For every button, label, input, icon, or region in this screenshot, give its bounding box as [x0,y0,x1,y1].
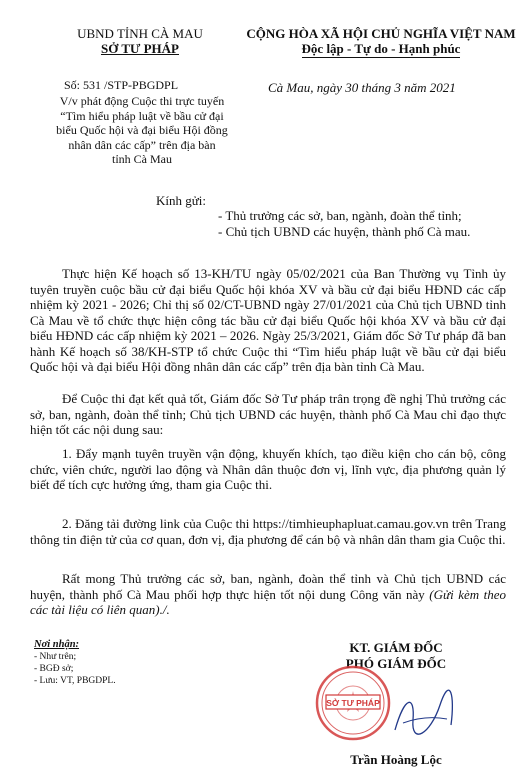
subject-line: nhân dân các cấp” trên địa bàn [68,137,216,152]
recipient-item: - Chủ tịch UBND các huyện, thành phố Cà mau. [218,224,471,239]
recipients-label: Kính gửi: [156,193,207,208]
closing-text: Rất mong Thủ trưởng các sở, ban, ngành, đoàn thể tỉnh và Chủ tịch UBND các huyện, thành phố Cà Mau phối hợp thực hiện tốt nội dung Công văn này [30,571,506,602]
handwritten-signature [385,685,465,745]
recipients-list [218,208,518,240]
sign-title-2: PHÓ GIÁM ĐỐC [345,656,447,671]
signer-name: Trần Hoàng Lộc [350,752,442,767]
body-paragraph-4: 2. Đăng tải đường link của Cuộc thi https://timhieuphapluat.camau.gov.vn trên Trang thông tin điện tử của cơ quan, đơn vị, địa phương để cán bộ và nhân dân tham gia Cuộc thi. [30,516,506,547]
nation-title: CỘNG HÒA XÃ HỘI CHỦ NGHĨA VIỆT NAM [246,26,516,41]
subject-line: biểu Quốc hội và đại biểu Hội đồng [56,123,228,137]
body-paragraph-5 [30,571,506,618]
national-motto [236,41,526,56]
noi-nhan-item: - Như trên; [34,652,77,662]
subject-line: V/v phát động Cuộc thi trực tuyến [59,94,225,108]
motto-text: Độc lập - Tự do - Hạnh phúc [301,41,461,56]
body-paragraph-3: 1. Đẩy mạnh tuyên truyền vận động, khuyến khích, tạo điều kiện cho cán bộ, công chức, viên chức, người lao động và Nhân dân thuộc đơn vị, lĩnh vực, địa phương quản lý biết để tích cực hưởng ứng, tham gia Cuộc thi. [30,446,506,492]
subject-line: tỉnh Cà Mau [112,152,172,166]
document-number: Số: 531 /STP-PBGDPL [64,78,179,92]
issue-date: Cà Mau, ngày 30 tháng 3 năm 2021 [268,80,456,95]
noi-nhan-item: - Lưu: VT, PBGDPL. [34,676,116,686]
body-paragraph-1: Thực hiện Kế hoạch số 13-KH/TU ngày 05/02/2021 của Ban Thường vụ Tỉnh ủy tuyên truyền cuộc bầu cử đại biểu Quốc hội khóa XV và bầu cử đại biểu HĐND các cấp nhiệm kỳ 2021 - 2026; Chỉ thị số 02/CT-UBND ngày 27/01/2021 của Chủ tịch UBND tỉnh Cà Mau về tổ chức thực hiện công tác bầu cử đại biểu Quốc hội khóa XV và bầu cử đại biểu HĐND các cấp nhiệm kỳ 2021 – 2026. Ngày 25/3/2021, Giám đốc Sở Tư pháp đã ban hành Kế hoạch số 38/KH-STP tổ chức Cuộc thi “Tìm hiểu pháp luật về bầu cử đại biểu Quốc hội và đại biểu Hội đồng nhân dân các cấp” trên địa bàn tỉnh Cà Mau. [30,266,506,374]
body-paragraph-2: Để Cuộc thi đạt kết quả tốt, Giám đốc Sở Tư pháp trân trọng đề nghị Thủ trưởng các sở, ban, ngành, đoàn thể tỉnh; Chủ tịch UBND các huyện, thành phố Cà Mau chỉ đạo thực hiện tốt các nội dung sau: [30,391,506,437]
attachment-note: (Gửi kèm theo các tài liệu có liên quan)./. [30,586,506,617]
document-subject [42,94,242,167]
stamp-seal-icon [314,664,392,742]
sign-title-1: KT. GIÁM ĐỐC [349,640,443,655]
noi-nhan-item: - BGĐ sở; [34,664,74,674]
noi-nhan-label: Nơi nhận: [34,639,80,650]
agency-header [55,26,225,56]
subject-line: “Tìm hiểu pháp luật về bầu cử đại [60,108,224,123]
agency-name: SỞ TƯ PHÁP [100,41,179,56]
national-header [236,26,526,56]
agency-parent: UBND TỈNH CÀ MAU [77,26,203,41]
recipients-footer [34,639,204,687]
official-stamp [314,664,392,742]
stamp-label: SỞ TƯ PHÁP [326,698,380,708]
recipient-item: - Thủ trưởng các sở, ban, ngành, đoàn thể tỉnh; [218,208,462,223]
